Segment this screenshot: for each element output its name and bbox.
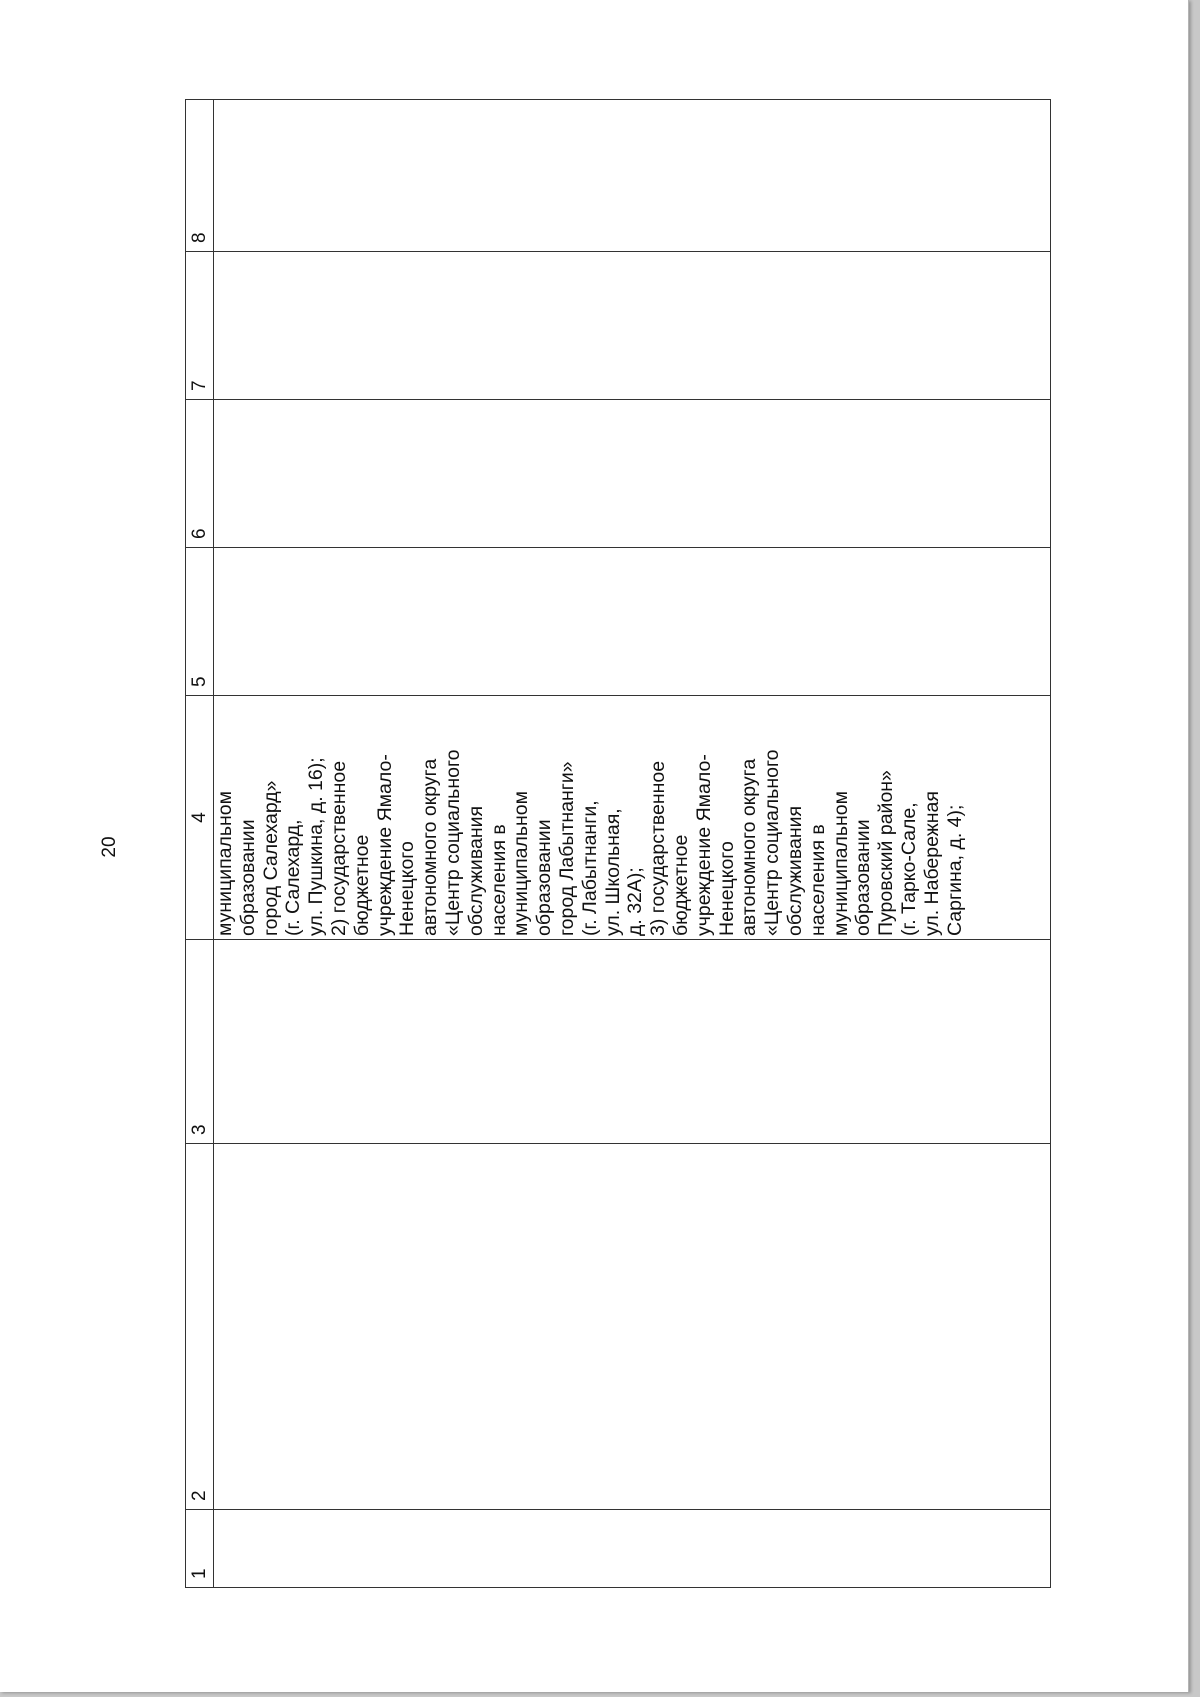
table-cell-col3 xyxy=(214,940,1051,1144)
column-number-7: 7 xyxy=(186,252,214,400)
register-table-frame xyxy=(185,100,1050,1588)
table-cell-col2 xyxy=(214,1144,1051,1510)
table-cell-col1 xyxy=(214,1510,1051,1588)
table-row xyxy=(214,100,1051,1588)
column-number-1: 1 xyxy=(186,1510,214,1588)
column-number-2: 2 xyxy=(186,1144,214,1510)
cell-text xyxy=(214,940,1050,1143)
register-table xyxy=(185,99,1051,1588)
table-cell-col6 xyxy=(214,400,1051,548)
cell-text xyxy=(214,400,1050,547)
cell-text xyxy=(214,252,1050,399)
table-cell-col8 xyxy=(214,100,1051,252)
cell-text xyxy=(214,1144,1050,1509)
column-number-3: 3 xyxy=(186,940,214,1144)
institutions-list-text: муниципальном образовании город Салехард» (г. Салехард, ул. Пушкина, д. 16); 2) государственное бюджетное учреждение Ямало- Ненецкого автономного округа «Центр социального обслуживания населения в муниципальном образовании город Лабытнанги» (г. Лабытнанги, ул. Школьная, д. 32А); 3) государственное бюджетное учреждение Ямало- Ненецкого автономного округа «Центр социального обслуживания населения в муниципальном образовании Пуровский район» (г. Тарко-Сале, ул. Набережная Саргина, д. 4); xyxy=(214,749,966,936)
column-number-row xyxy=(186,100,214,1588)
cell-text xyxy=(214,100,1050,251)
column-number-5: 5 xyxy=(186,548,214,696)
column-number-6: 6 xyxy=(186,400,214,548)
table-cell-col4 xyxy=(214,696,1051,940)
cell-text xyxy=(214,548,1050,695)
table-cell-col7 xyxy=(214,252,1051,400)
table-cell-col5 xyxy=(214,548,1051,696)
column-number-8: 8 xyxy=(186,100,214,252)
page-number: 20 xyxy=(99,836,120,858)
cell-text xyxy=(214,1510,1050,1587)
column-number-4: 4 xyxy=(186,696,214,940)
